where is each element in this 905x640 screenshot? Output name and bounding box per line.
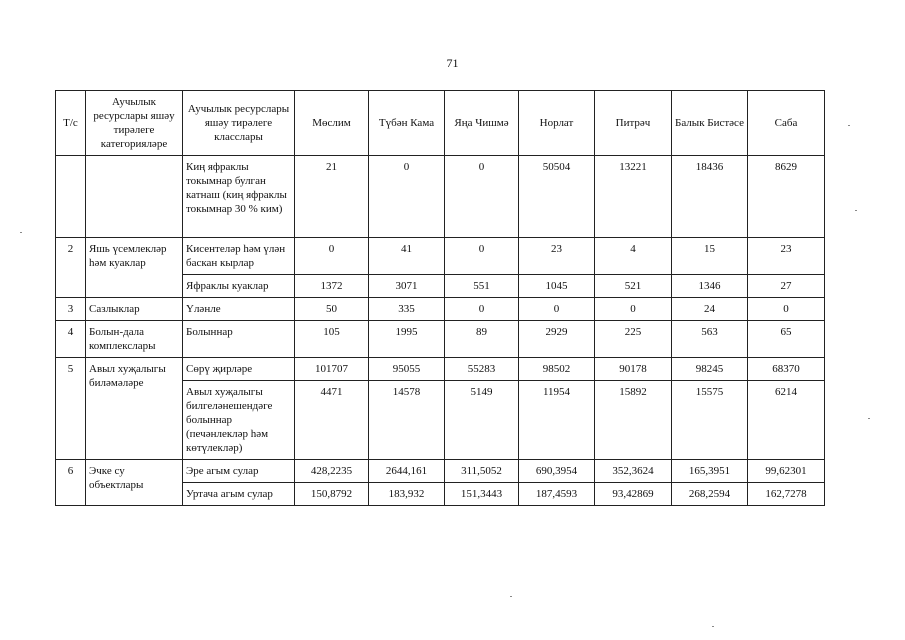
value-cell: 0 <box>595 298 672 321</box>
category-cell: Болын-дала комплекслары <box>86 321 183 358</box>
value-cell: 0 <box>445 156 519 238</box>
class-cell: Уртача агым сулар <box>183 483 295 506</box>
header-cell: Яңа Чишмә <box>445 91 519 156</box>
value-cell: 311,5052 <box>445 460 519 483</box>
value-cell: 99,62301 <box>748 460 825 483</box>
value-cell: 0 <box>445 298 519 321</box>
value-cell: 165,3951 <box>672 460 748 483</box>
scan-speck <box>868 418 870 419</box>
value-cell: 13221 <box>595 156 672 238</box>
habitat-table <box>55 90 825 506</box>
value-cell: 151,3443 <box>445 483 519 506</box>
value-cell: 563 <box>672 321 748 358</box>
value-cell: 14578 <box>369 381 445 460</box>
value-cell: 50 <box>295 298 369 321</box>
value-cell: 6214 <box>748 381 825 460</box>
value-cell: 24 <box>672 298 748 321</box>
value-cell: 65 <box>748 321 825 358</box>
header-cell: Питрәч <box>595 91 672 156</box>
value-cell: 335 <box>369 298 445 321</box>
scan-speck <box>848 125 850 126</box>
value-cell: 3071 <box>369 275 445 298</box>
value-cell: 690,3954 <box>519 460 595 483</box>
value-cell: 162,7278 <box>748 483 825 506</box>
value-cell: 4471 <box>295 381 369 460</box>
class-cell: Киң яфраклы токымнар булган катнаш (киң яфраклы токымнар 30 % ким) <box>183 156 295 238</box>
value-cell: 101707 <box>295 358 369 381</box>
value-cell: 2644,161 <box>369 460 445 483</box>
value-cell: 41 <box>369 238 445 275</box>
value-cell: 0 <box>369 156 445 238</box>
value-cell: 225 <box>595 321 672 358</box>
value-cell: 150,8792 <box>295 483 369 506</box>
value-cell: 15575 <box>672 381 748 460</box>
value-cell: 551 <box>445 275 519 298</box>
value-cell: 23 <box>748 238 825 275</box>
category-cell: Сазлыклар <box>86 298 183 321</box>
class-cell: Кисентеләр һәм үлән баскан кырлар <box>183 238 295 275</box>
value-cell: 4 <box>595 238 672 275</box>
value-cell: 1346 <box>672 275 748 298</box>
value-cell: 18436 <box>672 156 748 238</box>
value-cell: 95055 <box>369 358 445 381</box>
value-cell: 0 <box>295 238 369 275</box>
header-cell: Саба <box>748 91 825 156</box>
class-cell: Авыл хуҗалыгы билгеләнешендәге болыннар (печәнлекләр һәм көтүлекләр) <box>183 381 295 460</box>
scan-speck <box>855 210 857 211</box>
header-cell: Балык Бистәсе <box>672 91 748 156</box>
value-cell: 428,2235 <box>295 460 369 483</box>
value-cell: 93,42869 <box>595 483 672 506</box>
scan-speck <box>510 596 512 597</box>
value-cell: 15 <box>672 238 748 275</box>
value-cell: 1045 <box>519 275 595 298</box>
value-cell: 23 <box>519 238 595 275</box>
value-cell: 183,932 <box>369 483 445 506</box>
value-cell: 98502 <box>519 358 595 381</box>
value-cell: 50504 <box>519 156 595 238</box>
value-cell: 90178 <box>595 358 672 381</box>
table-row <box>56 321 825 358</box>
value-cell: 521 <box>595 275 672 298</box>
page-number: 71 <box>446 56 459 70</box>
scan-speck <box>20 232 22 233</box>
value-cell: 98245 <box>672 358 748 381</box>
category-cell <box>86 156 183 238</box>
header-cell: Түбән Кама <box>369 91 445 156</box>
row-index: 2 <box>56 238 86 298</box>
header-row <box>56 91 825 156</box>
value-cell: 8629 <box>748 156 825 238</box>
value-cell: 352,3624 <box>595 460 672 483</box>
category-cell: Эчке су объектлары <box>86 460 183 506</box>
value-cell: 1995 <box>369 321 445 358</box>
value-cell: 2929 <box>519 321 595 358</box>
table-row <box>56 238 825 275</box>
value-cell: 0 <box>445 238 519 275</box>
value-cell: 89 <box>445 321 519 358</box>
table-row <box>56 358 825 381</box>
header-cell: Т/с <box>56 91 86 156</box>
table-row <box>56 156 825 238</box>
category-cell: Яшь үсемлекләр һәм куаклар <box>86 238 183 298</box>
value-cell: 55283 <box>445 358 519 381</box>
table-row <box>56 298 825 321</box>
value-cell: 1372 <box>295 275 369 298</box>
value-cell: 0 <box>519 298 595 321</box>
header-cell: Аучылык ресурслары яшәу тирәлеге категорияләре <box>86 91 183 156</box>
row-index: 4 <box>56 321 86 358</box>
value-cell: 15892 <box>595 381 672 460</box>
row-index <box>56 156 86 238</box>
header-cell: Мөслим <box>295 91 369 156</box>
row-index: 6 <box>56 460 86 506</box>
header-cell: Аучылык ресурслары яшәу тирәлеге класслары <box>183 91 295 156</box>
class-cell: Сөрү җирләре <box>183 358 295 381</box>
value-cell: 21 <box>295 156 369 238</box>
table-row <box>56 460 825 483</box>
value-cell: 5149 <box>445 381 519 460</box>
scan-speck <box>712 626 714 627</box>
value-cell: 68370 <box>748 358 825 381</box>
class-cell: Яфраклы куаклар <box>183 275 295 298</box>
header-cell: Норлат <box>519 91 595 156</box>
category-cell: Авыл хуҗалыгы биләмәләре <box>86 358 183 460</box>
value-cell: 268,2594 <box>672 483 748 506</box>
value-cell: 11954 <box>519 381 595 460</box>
value-cell: 0 <box>748 298 825 321</box>
value-cell: 105 <box>295 321 369 358</box>
row-index: 5 <box>56 358 86 460</box>
value-cell: 27 <box>748 275 825 298</box>
row-index: 3 <box>56 298 86 321</box>
class-cell: Үләнле <box>183 298 295 321</box>
class-cell: Болыннар <box>183 321 295 358</box>
class-cell: Эре агым сулар <box>183 460 295 483</box>
value-cell: 187,4593 <box>519 483 595 506</box>
